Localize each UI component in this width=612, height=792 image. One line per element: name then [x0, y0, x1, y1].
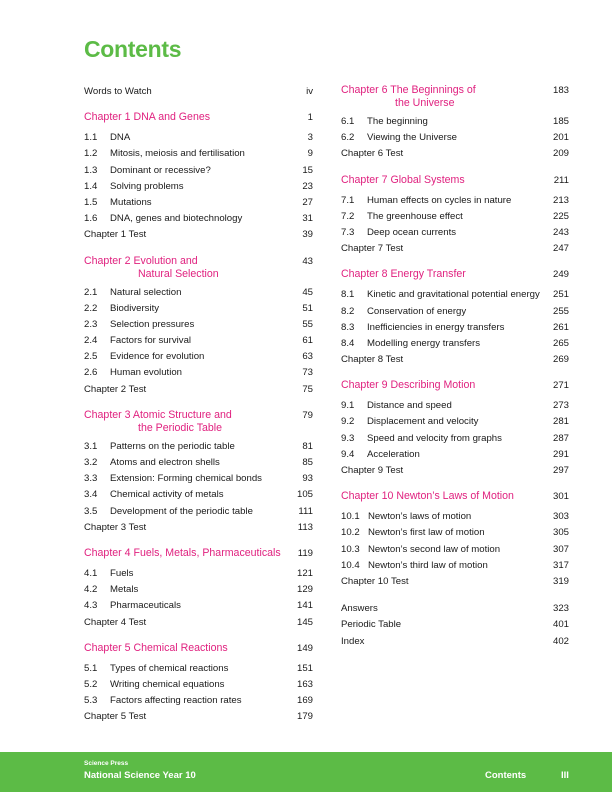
toc-section-entry: [84, 285, 313, 301]
entry-page-number: 105: [296, 489, 313, 501]
entry-label: Displacement and velocity: [367, 416, 479, 428]
chapter-title-line2: Natural Selection: [138, 267, 219, 280]
section-number: 1.1: [84, 132, 98, 144]
toc-section-entry: [84, 566, 313, 582]
section-number: 1.2: [84, 148, 98, 160]
chapter-title: Chapter 4 Fuels, Metals, Pharmaceuticals: [84, 546, 281, 559]
entry-page-number: 402: [552, 635, 569, 647]
toc-entry: [341, 463, 569, 479]
chapter-heading: [341, 379, 569, 398]
entry-label: Atoms and electron shells: [110, 457, 220, 468]
toc-section-entry: [84, 455, 313, 471]
section-number: 7.2: [341, 210, 355, 222]
entry-label: DNA, genes and biotechnology: [110, 213, 243, 225]
chapter-title: Chapter 10 Newton’s Laws of Motion: [341, 490, 514, 503]
entry-page-number: 121: [296, 567, 313, 579]
chapter-page-number: 211: [553, 174, 569, 186]
section-number: 10.3: [341, 543, 360, 555]
entry-label: Fuels: [110, 567, 134, 579]
chapter-title: Chapter 7 Global Systems: [341, 173, 465, 186]
entry-label: Chapter 7 Test: [341, 243, 404, 255]
section-number: 8.3: [341, 321, 355, 333]
section-number: 1.3: [84, 164, 98, 176]
toc-section-entry: [84, 333, 313, 349]
toc-section-entry: [84, 598, 313, 614]
entry-page-number: 243: [552, 226, 569, 238]
toc-section-entry: [84, 146, 313, 162]
entry-page-number: 169: [296, 695, 313, 707]
entry-page-number: 297: [552, 465, 569, 476]
entry-page-number: 27: [302, 196, 313, 208]
entry-label: Chapter 8 Test: [341, 354, 404, 366]
entry-page-number: 75: [302, 383, 313, 395]
chapter-page-number: 43: [302, 255, 313, 267]
entry-label: Kinetic and gravitational potential energy: [367, 289, 540, 301]
entry-label: Selection pressures: [110, 318, 195, 330]
chapter-title: Chapter 9 Describing Motion: [341, 379, 476, 392]
spacer: [341, 257, 569, 268]
toc-section-entry: [84, 471, 313, 487]
toc-entry: [341, 352, 569, 368]
chapter-page-number: 249: [552, 269, 569, 281]
section-number: 10.2: [341, 527, 360, 539]
entry-label: Deep ocean currents: [367, 226, 457, 238]
entry-label: Pharmaceuticals: [110, 600, 181, 612]
chapter-title: Chapter 8 Energy Transfer: [341, 268, 466, 281]
entry-label: Metals: [110, 584, 139, 596]
spacer: [341, 368, 569, 379]
chapter-heading: [341, 174, 569, 193]
chapter-title: Chapter 6 The Beginnings of: [341, 84, 476, 96]
section-number: 2.3: [84, 318, 98, 330]
entry-page-number: 305: [552, 527, 569, 539]
chapter-page-number: 271: [552, 380, 569, 392]
entry-label: Distance and speed: [367, 400, 452, 412]
chapter-title: Chapter 2 Evolution and: [84, 254, 198, 267]
chapter-title-line2: the Universe: [395, 97, 455, 109]
entry-page-number: 319: [552, 575, 569, 587]
section-number: 1.4: [84, 180, 98, 192]
page-title: Contents: [84, 36, 182, 62]
toc-section-entry: [341, 414, 569, 430]
entry-page-number: 247: [552, 243, 569, 255]
entry-label: Writing chemical equations: [110, 678, 225, 690]
entry-label: Acceleration: [367, 448, 420, 460]
chapter-heading: [84, 255, 313, 285]
chapter-page-number: 119: [297, 547, 313, 559]
section-number: 5.3: [84, 695, 98, 707]
section-number: 3.2: [84, 457, 98, 468]
section-number: 2.5: [84, 351, 98, 363]
spacer: [84, 536, 313, 547]
entry-label: Solving problems: [110, 180, 184, 192]
toc-section-entry: [84, 582, 313, 598]
toc-section-entry: [341, 447, 569, 463]
toc-entry: [341, 241, 569, 257]
toc-section-entry: [341, 130, 569, 146]
entry-label: Dominant or recessive?: [110, 164, 211, 176]
toc-section-entry: [341, 558, 569, 574]
toc-section-entry: [84, 365, 313, 381]
entry-page-number: 145: [296, 616, 313, 628]
entry-page-number: 51: [302, 302, 313, 314]
section-number: 9.3: [341, 432, 355, 444]
entry-page-number: 303: [552, 511, 569, 523]
chapter-heading: [84, 409, 313, 439]
entry-label: Chapter 5 Test: [84, 711, 147, 723]
entry-page-number: 265: [552, 337, 569, 349]
toc-entry: [341, 574, 569, 590]
chapter-page-number: 1: [307, 112, 313, 124]
entry-label: Chapter 2 Test: [84, 383, 147, 395]
spacer: [341, 479, 569, 490]
toc-section-entry: [341, 209, 569, 225]
entry-label: Chapter 1 Test: [84, 229, 147, 241]
footer-publisher: Science Press: [84, 760, 129, 767]
entry-page-number: 201: [552, 132, 569, 144]
section-number: 3.1: [84, 440, 98, 452]
entry-label: Mitosis, meiosis and fertilisation: [110, 148, 245, 160]
toc-section-entry: [341, 398, 569, 414]
footer-section: Contents: [485, 770, 527, 781]
entry-label: The greenhouse effect: [367, 210, 463, 222]
entry-label: Chapter 9 Test: [341, 465, 404, 476]
toc-entry: [341, 634, 569, 650]
entry-page-number: 307: [552, 543, 569, 555]
toc-section-entry: [341, 304, 569, 320]
toc-right-column: [341, 84, 569, 650]
spacer: [84, 244, 313, 255]
entry-label: Newton’s third law of motion: [368, 559, 488, 571]
toc-entry: [84, 84, 313, 100]
toc-entry: [84, 227, 313, 243]
toc-section-entry: [84, 349, 313, 365]
entry-page-number: 45: [302, 286, 313, 298]
entry-page-number: 261: [552, 321, 569, 333]
toc-section-entry: [84, 195, 313, 211]
entry-page-number: 81: [302, 440, 313, 452]
entry-label: Answers: [341, 603, 378, 615]
entry-label: Modelling energy transfers: [367, 337, 481, 349]
toc-entry: [84, 615, 313, 631]
section-number: 2.6: [84, 367, 98, 379]
section-number: 4.2: [84, 584, 98, 596]
section-number: 7.3: [341, 226, 355, 238]
entry-page-number: 61: [302, 335, 313, 347]
section-number: 10.4: [341, 559, 360, 571]
entry-label: Periodic Table: [341, 619, 402, 631]
chapter-heading: [84, 111, 313, 130]
entry-label: Viewing the Universe: [367, 132, 457, 144]
entry-label: Human evolution: [110, 367, 182, 379]
entry-label: Extension: Forming chemical bonds: [110, 473, 262, 485]
entry-page-number: 141: [296, 600, 313, 612]
entry-page-number: 213: [552, 194, 569, 206]
chapter-page-number: 183: [552, 85, 569, 96]
section-number: 6.2: [341, 132, 355, 144]
toc-section-entry: [84, 504, 313, 520]
entry-page-number: 39: [302, 229, 313, 241]
entry-label: Human effects on cycles in nature: [367, 194, 512, 206]
toc-section-entry: [84, 211, 313, 227]
entry-page-number: 63: [302, 351, 313, 363]
entry-label: Newton’s second law of motion: [368, 543, 501, 555]
toc-entry: [341, 146, 569, 162]
section-number: 2.2: [84, 302, 98, 314]
entry-label: Inefficiencies in energy transfers: [367, 321, 505, 333]
entry-page-number: 251: [552, 289, 569, 301]
entry-page-number: 55: [302, 318, 313, 330]
section-number: 1.5: [84, 196, 98, 208]
entry-label: Factors for survival: [110, 335, 192, 347]
toc-section-entry: [341, 431, 569, 447]
entry-label: Chapter 10 Test: [341, 575, 409, 587]
toc-entry: [341, 617, 569, 633]
entry-page-number: 85: [302, 457, 313, 468]
entry-label: Chapter 6 Test: [341, 148, 404, 160]
section-number: 8.1: [341, 289, 355, 301]
entry-page-number: 287: [552, 432, 569, 444]
toc-section-entry: [341, 542, 569, 558]
section-number: 3.4: [84, 489, 98, 501]
entry-label: Patterns on the periodic table: [110, 440, 235, 452]
entry-label: Index: [341, 635, 365, 647]
spacer: [341, 590, 569, 601]
entry-page-number: 73: [302, 367, 313, 379]
entry-page-number: 255: [552, 305, 569, 317]
entry-page-number: 9: [307, 148, 313, 160]
entry-page-number: iv: [306, 86, 313, 97]
section-number: 8.2: [341, 305, 355, 317]
toc-section-entry: [341, 320, 569, 336]
chapter-heading: [341, 84, 569, 114]
toc-left-column: [84, 84, 313, 725]
section-number: 4.1: [84, 567, 98, 579]
toc-section-entry: [84, 130, 313, 146]
entry-label: Conservation of energy: [367, 305, 467, 317]
entry-page-number: 317: [552, 559, 569, 571]
section-number: 2.4: [84, 335, 98, 347]
toc-section-entry: [84, 661, 313, 677]
section-number: 3.5: [84, 505, 98, 517]
toc-section-entry: [341, 225, 569, 241]
toc-section-entry: [84, 163, 313, 179]
entry-label: Chapter 4 Test: [84, 616, 147, 628]
toc-section-entry: [84, 693, 313, 709]
entry-label: Chemical activity of metals: [110, 489, 224, 501]
entry-page-number: 185: [552, 116, 569, 127]
section-number: 2.1: [84, 286, 98, 298]
entry-page-number: 111: [298, 505, 313, 517]
entry-page-number: 291: [552, 448, 569, 460]
section-number: 10.1: [341, 511, 360, 523]
toc-section-entry: [84, 487, 313, 503]
entry-label: Factors affecting reaction rates: [110, 695, 242, 707]
entry-page-number: 163: [296, 678, 313, 690]
section-number: 9.1: [341, 400, 355, 412]
entry-label: Mutations: [110, 196, 152, 208]
chapter-heading: [341, 268, 569, 287]
section-number: 7.1: [341, 194, 355, 206]
entry-page-number: 323: [552, 603, 569, 615]
section-number: 3.3: [84, 473, 98, 485]
entry-page-number: 15: [302, 164, 313, 176]
spacer: [84, 631, 313, 642]
chapter-heading: [84, 642, 313, 661]
section-number: 9.2: [341, 416, 355, 428]
section-number: 8.4: [341, 337, 355, 349]
entry-page-number: 281: [552, 416, 569, 428]
toc-section-entry: [341, 509, 569, 525]
section-number: 5.2: [84, 678, 98, 690]
chapter-title-line2: the Periodic Table: [138, 421, 223, 434]
entry-page-number: 23: [302, 180, 313, 192]
section-number: 5.1: [84, 662, 98, 674]
toc-section-entry: [341, 336, 569, 352]
entry-page-number: 113: [297, 521, 313, 533]
footer-book-title: National Science Year 10: [84, 770, 196, 781]
entry-label: Development of the periodic table: [110, 505, 253, 517]
toc-entry: [84, 520, 313, 536]
entry-page-number: 179: [296, 711, 313, 723]
entry-page-number: 151: [296, 662, 313, 674]
toc-section-entry: [341, 525, 569, 541]
chapter-page-number: 301: [552, 491, 569, 503]
entry-page-number: 129: [296, 584, 313, 596]
entry-label: Chapter 3 Test: [84, 521, 147, 533]
page-footer: [0, 752, 612, 792]
toc-section-entry: [84, 677, 313, 693]
entry-page-number: 225: [552, 210, 569, 222]
section-number: 4.3: [84, 600, 98, 612]
entry-page-number: 31: [302, 213, 313, 225]
chapter-title: Chapter 3 Atomic Structure and: [84, 408, 232, 421]
toc-section-entry: [341, 193, 569, 209]
toc-section-entry: [341, 287, 569, 303]
chapter-heading: [341, 490, 569, 509]
chapter-page-number: 149: [296, 642, 313, 654]
spacer: [341, 163, 569, 174]
spacer: [84, 398, 313, 409]
toc-section-entry: [341, 114, 569, 130]
toc-entry: [341, 601, 569, 617]
toc-entry: [84, 382, 313, 398]
chapter-title: Chapter 1 DNA and Genes: [84, 111, 211, 124]
section-number: 9.4: [341, 448, 355, 460]
toc-section-entry: [84, 317, 313, 333]
entry-label: Evidence for evolution: [110, 351, 205, 363]
entry-label: Newton’s laws of motion: [368, 511, 472, 523]
toc-section-entry: [84, 301, 313, 317]
entry-label: Types of chemical reactions: [110, 662, 229, 674]
entry-label: Biodiversity: [110, 302, 160, 314]
spacer: [84, 100, 313, 111]
entry-page-number: 401: [552, 619, 569, 631]
chapter-page-number: 79: [302, 409, 313, 421]
entry-label: Speed and velocity from graphs: [367, 432, 502, 444]
chapter-heading: [84, 547, 313, 566]
entry-page-number: 93: [302, 473, 313, 485]
toc-entry: [84, 709, 313, 725]
toc-section-entry: [84, 439, 313, 455]
entry-label: Newton’s first law of motion: [368, 527, 485, 539]
entry-label: Natural selection: [110, 286, 182, 298]
entry-page-number: 209: [552, 148, 569, 160]
entry-page-number: 273: [552, 400, 569, 412]
section-number: 6.1: [341, 116, 355, 127]
entry-page-number: 3: [307, 132, 313, 144]
chapter-title: Chapter 5 Chemical Reactions: [84, 641, 228, 654]
footer-page-number: III: [561, 770, 569, 781]
entry-label: DNA: [110, 132, 131, 144]
toc-section-entry: [84, 179, 313, 195]
section-number: 1.6: [84, 213, 98, 225]
entry-page-number: 269: [552, 354, 569, 366]
entry-label: The beginning: [367, 116, 428, 127]
entry-label: Words to Watch: [84, 86, 152, 97]
